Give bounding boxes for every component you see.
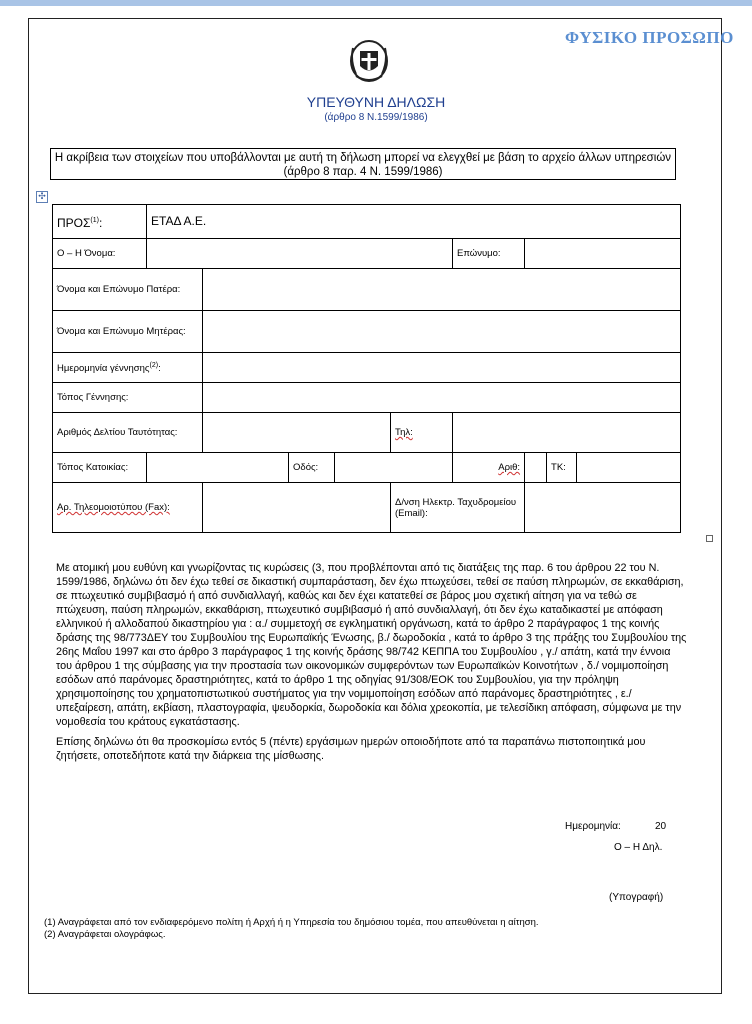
father-label: Όνομα και Επώνυμο Πατέρα: <box>53 269 203 311</box>
birthplace-field[interactable] <box>203 383 681 413</box>
name-label: Ο – Η Όνομα: <box>53 239 147 269</box>
phone-label-cell <box>391 413 453 453</box>
id-field[interactable] <box>203 413 391 453</box>
street-label: Οδός: <box>289 453 335 483</box>
number-field[interactable] <box>525 453 547 483</box>
postcode-label: ΤΚ: <box>547 453 577 483</box>
birthdate-label: Ημερομηνία γέννησης <box>57 363 150 375</box>
id-label: Αριθμός Δελτίου Ταυτότητας: <box>53 413 203 453</box>
number-label-cell <box>453 453 525 483</box>
table-resize-handle[interactable] <box>706 535 713 542</box>
accuracy-notice: Η ακρίβεια των στοιχείων που υποβάλλονται με αυτή τη δήλωση μπορεί να ελεγχθεί με βάση το αρχείο άλλων υπηρεσιών (άρθρο 8 παρ. 4 Ν. 1599/1986) <box>50 148 676 180</box>
fax-field[interactable] <box>203 483 391 533</box>
declarant-label: Ο – Η Δηλ. <box>614 842 663 853</box>
declaration-text <box>56 561 688 763</box>
corner-label: ΦΥΣΙΚΟ ΠΡΟΣΩΠΟ <box>565 28 734 47</box>
declaration-paragraph-2: Επίσης δηλώνω ότι θα προσκομίσω εντός 5 (πέντε) εργάσιμων ημερών οποιοδήποτε από τα παραπάνω πιστοποιητικά μου ζητήσετε, οποτεδήποτε κατά την διάρκεια της μίσθωσης. <box>56 736 646 762</box>
number-label: Αριθ: <box>498 462 521 473</box>
phone-field[interactable] <box>453 413 681 453</box>
signature-label: (Υπογραφή) <box>609 892 664 903</box>
date-label: Ημερομηνία: <box>565 821 621 832</box>
document-title: ΥΠΕΥΘΥΝΗ ΔΗΛΩΣΗ <box>306 94 446 110</box>
name-field[interactable] <box>147 239 453 269</box>
surname-label: Επώνυμο: <box>453 239 525 269</box>
date-year-prefix[interactable]: 20 <box>655 821 667 832</box>
surname-field[interactable] <box>525 239 681 269</box>
declarant-form-table <box>52 204 681 533</box>
declaration-paragraph-1: Με ατομική μου ευθύνη και γνωρίζοντας τις κυρώσεις (3, που προβλέπονται από τις διατάξεις της παρ. 6 του άρθρου 22 του Ν. 1599/1986, δηλώνω ότι δεν έχω τεθεί σε δικαστική συμπαράσταση, δεν έχω πτωχεύσει, τεθεί σε παύση πληρωμών, σε εκκαθάριση, σε πτωχευτικό συμβιβασμό ή από συνδιαλλαγή, καθώς και δεν έχει κατατεθεί σε βάρος μου σχετική αίτηση για να τεθώ σε πτώχευση, παύση πληρωμών, εκκαθάριση, πτωχευτικό συμβιβασμό ή από συνδιαλλαγή, ότι δεν έχω καταδικαστεί με απόφαση ελληνικού ή αλλοδαπού δικαστηρίου για : α./ συμμετοχή σε εγκληματική οργάνωση, κατά το άρθρο 2 παράγραφος 1 της κοινής δράσης της 98/773ΔΕΥ του Συμβουλίου της Ευρωπαϊκής Ένωσης, β./ δωροδοκία , κατά το άρθρο 3 της πράξης του Συμβουλίου της 26ης Μαΐου 1997 και στο άρθρο 3 παράγραφος 1 της κοινής δράσης 98/742 ΚΕΠΠΑ του Συμβουλίου , γ./ απάτη, κατά την έννοια του άρθρου 1 της σύμβασης για την προστασία των οικονομικών συμφερόντων των Ευρωπαϊκών Κοινοτήτων , δ./ νομιμοποίηση εσόδων από παράνομες δραστηριότητες, κατά το άρθρο 1 της οδηγίας 91/308/ΕΟΚ του Συμβουλίου, για την πρόληψη χρησιμοποίησης του χρηματοπιστωτικού συστήματος για την νομιμοποίηση εσόδων από παράνομες δραστηριότητες , ε./ υπεξαίρεση, απάτη, εκβίαση, πλαστογραφία, ψευδορκία, δωροδοκία και δόλια χρεοκοπία, με τελεσίδικη απόφαση, σύμφωνα με την νομοθεσία του κράτους εγκατάστασης. <box>56 562 687 728</box>
residence-label: Τόπος Κατοικίας: <box>53 453 147 483</box>
fax-label-cell <box>53 483 203 533</box>
street-field[interactable] <box>335 453 453 483</box>
mother-field[interactable] <box>203 311 681 353</box>
footnote-1: (1) Αναγράφεται από τον ενδιαφερόμενο πολίτη ή Αρχή ή η Υπηρεσία του δημόσιου τομέα, που απευθύνεται η αίτηση. <box>44 917 539 928</box>
to-label-cell: ΠΡΟΣ$^{(1)}$: <box>53 205 147 239</box>
birthdate-label-cell: Ημερομηνία γέννησης$^{(2)}$: <box>53 353 203 383</box>
postcode-field[interactable] <box>577 453 681 483</box>
table-move-handle-icon[interactable]: ✣ <box>36 191 48 203</box>
greek-emblem-icon <box>348 38 390 84</box>
phone-label: Τηλ: <box>395 427 413 438</box>
to-value[interactable]: ΕΤΑΔ Α.Ε. <box>147 205 681 239</box>
birthplace-label: Τόπος Γέννησης: <box>53 383 203 413</box>
mother-label: Όνομα και Επώνυμο Μητέρας: <box>53 311 203 353</box>
footnote-2: (2) Αναγράφεται ολογράφως. <box>44 929 166 940</box>
email-field[interactable] <box>525 483 681 533</box>
father-field[interactable] <box>203 269 681 311</box>
email-label: Δ/νση Ηλεκτρ. Ταχυδρομείου (Email): <box>395 496 517 519</box>
document-subtitle: (άρθρο 8 Ν.1599/1986) <box>324 112 428 123</box>
window-top-bar <box>0 0 752 6</box>
residence-field[interactable] <box>147 453 289 483</box>
fax-label: Αρ. Τηλεομοιοτύπου (Fax): <box>57 502 170 513</box>
email-label-cell <box>391 483 525 533</box>
to-label: ΠΡΟΣ <box>57 215 91 230</box>
footnotes <box>44 917 539 941</box>
birthdate-field[interactable] <box>203 353 681 383</box>
